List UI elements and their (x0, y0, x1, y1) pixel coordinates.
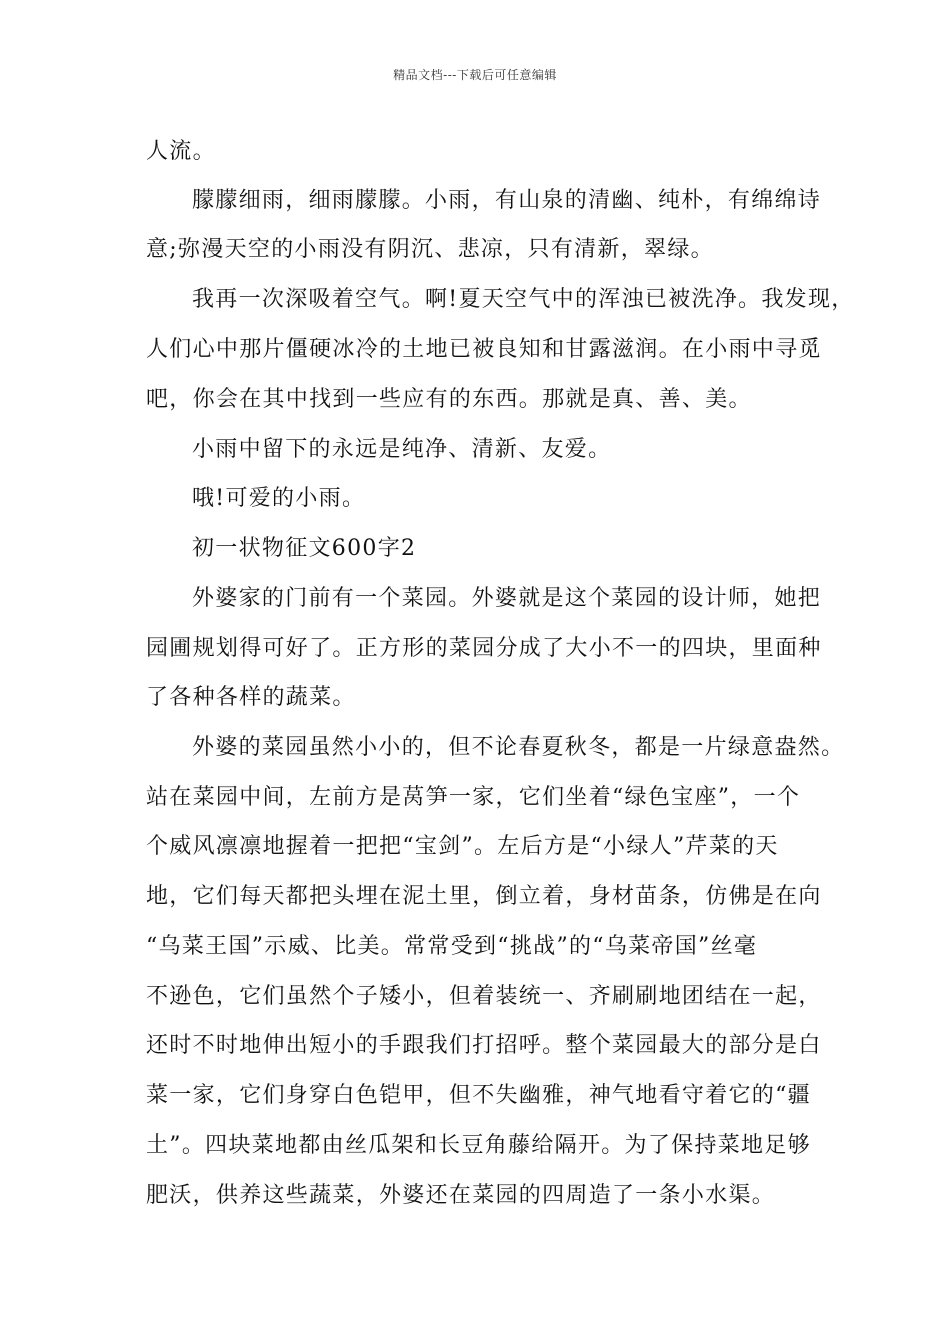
text-line-4: 我再一次深吸着空气。啊!夏天空气中的浑浊已被洗净。我发现， (192, 287, 855, 312)
text-line-17: “乌菜王国”示威、比美。常常受到“挑战”的“乌菜帝国”丝毫 (146, 934, 758, 959)
text-line-22: 肥沃，供养这些蔬菜，外婆还在菜园的四周造了一条小水渠。 (146, 1183, 776, 1208)
text-line-20: 菜一家，它们身穿白色铠甲，但不失幽雅，神气地看守着它的“疆 (146, 1083, 811, 1108)
text-line-19: 还时不时地伸出短小的手跟我们打招呼。整个菜园最大的部分是白 (146, 1033, 822, 1058)
text-line-8: 哦!可爱的小雨。 (192, 486, 366, 511)
text-line-13: 外婆的菜园虽然小小的，但不论春夏秋冬，都是一片绿意盎然。 (192, 735, 845, 760)
text-line-6: 吧，你会在其中找到一些应有的东西。那就是真、善、美。 (146, 387, 752, 412)
text-line-11: 园圃规划得可好了。正方形的菜园分成了大小不一的四块，里面种 (146, 636, 822, 661)
text-line-9: 初一状物征文600字2 (192, 536, 417, 561)
text-line-5: 人们心中那片僵硬冰冷的土地已被良知和甘露滋润。在小雨中寻觅 (146, 337, 822, 362)
text-line-7: 小雨中留下的永远是纯净、清新、友爱。 (192, 437, 612, 462)
text-line-10: 外婆家的门前有一个菜园。外婆就是这个菜园的设计师，她把 (192, 586, 822, 611)
text-line-15: 个威风凛凛地握着一把把“宝剑”。左后方是“小绿人”芹菜的天 (146, 834, 779, 859)
text-line-16: 地，它们每天都把头埋在泥土里，倒立着，身材苗条，仿佛是在向 (146, 884, 822, 909)
text-line-18: 不逊色，它们虽然个子矮小，但着装统一、齐刷刷地团结在一起， (146, 984, 822, 1009)
page-header: 精品文档---下载后可任意编辑 (393, 68, 557, 82)
text-line-21: 土”。四块菜地都由丝瓜架和长豆角藤给隔开。为了保持菜地足够 (146, 1133, 811, 1158)
text-line-1: 人流。 (146, 139, 216, 164)
text-line-12: 了各种各样的蔬菜。 (146, 685, 356, 710)
text-line-2: 朦朦细雨，细雨朦朦。小雨，有山泉的清幽、纯朴，有绵绵诗 (192, 188, 822, 213)
text-line-3: 意;弥漫天空的小雨没有阴沉、悲凉，只有清新，翠绿。 (146, 237, 714, 262)
text-line-14: 站在菜园中间，左前方是莴笋一家，它们坐着“绿色宝座”，一个 (146, 785, 801, 810)
